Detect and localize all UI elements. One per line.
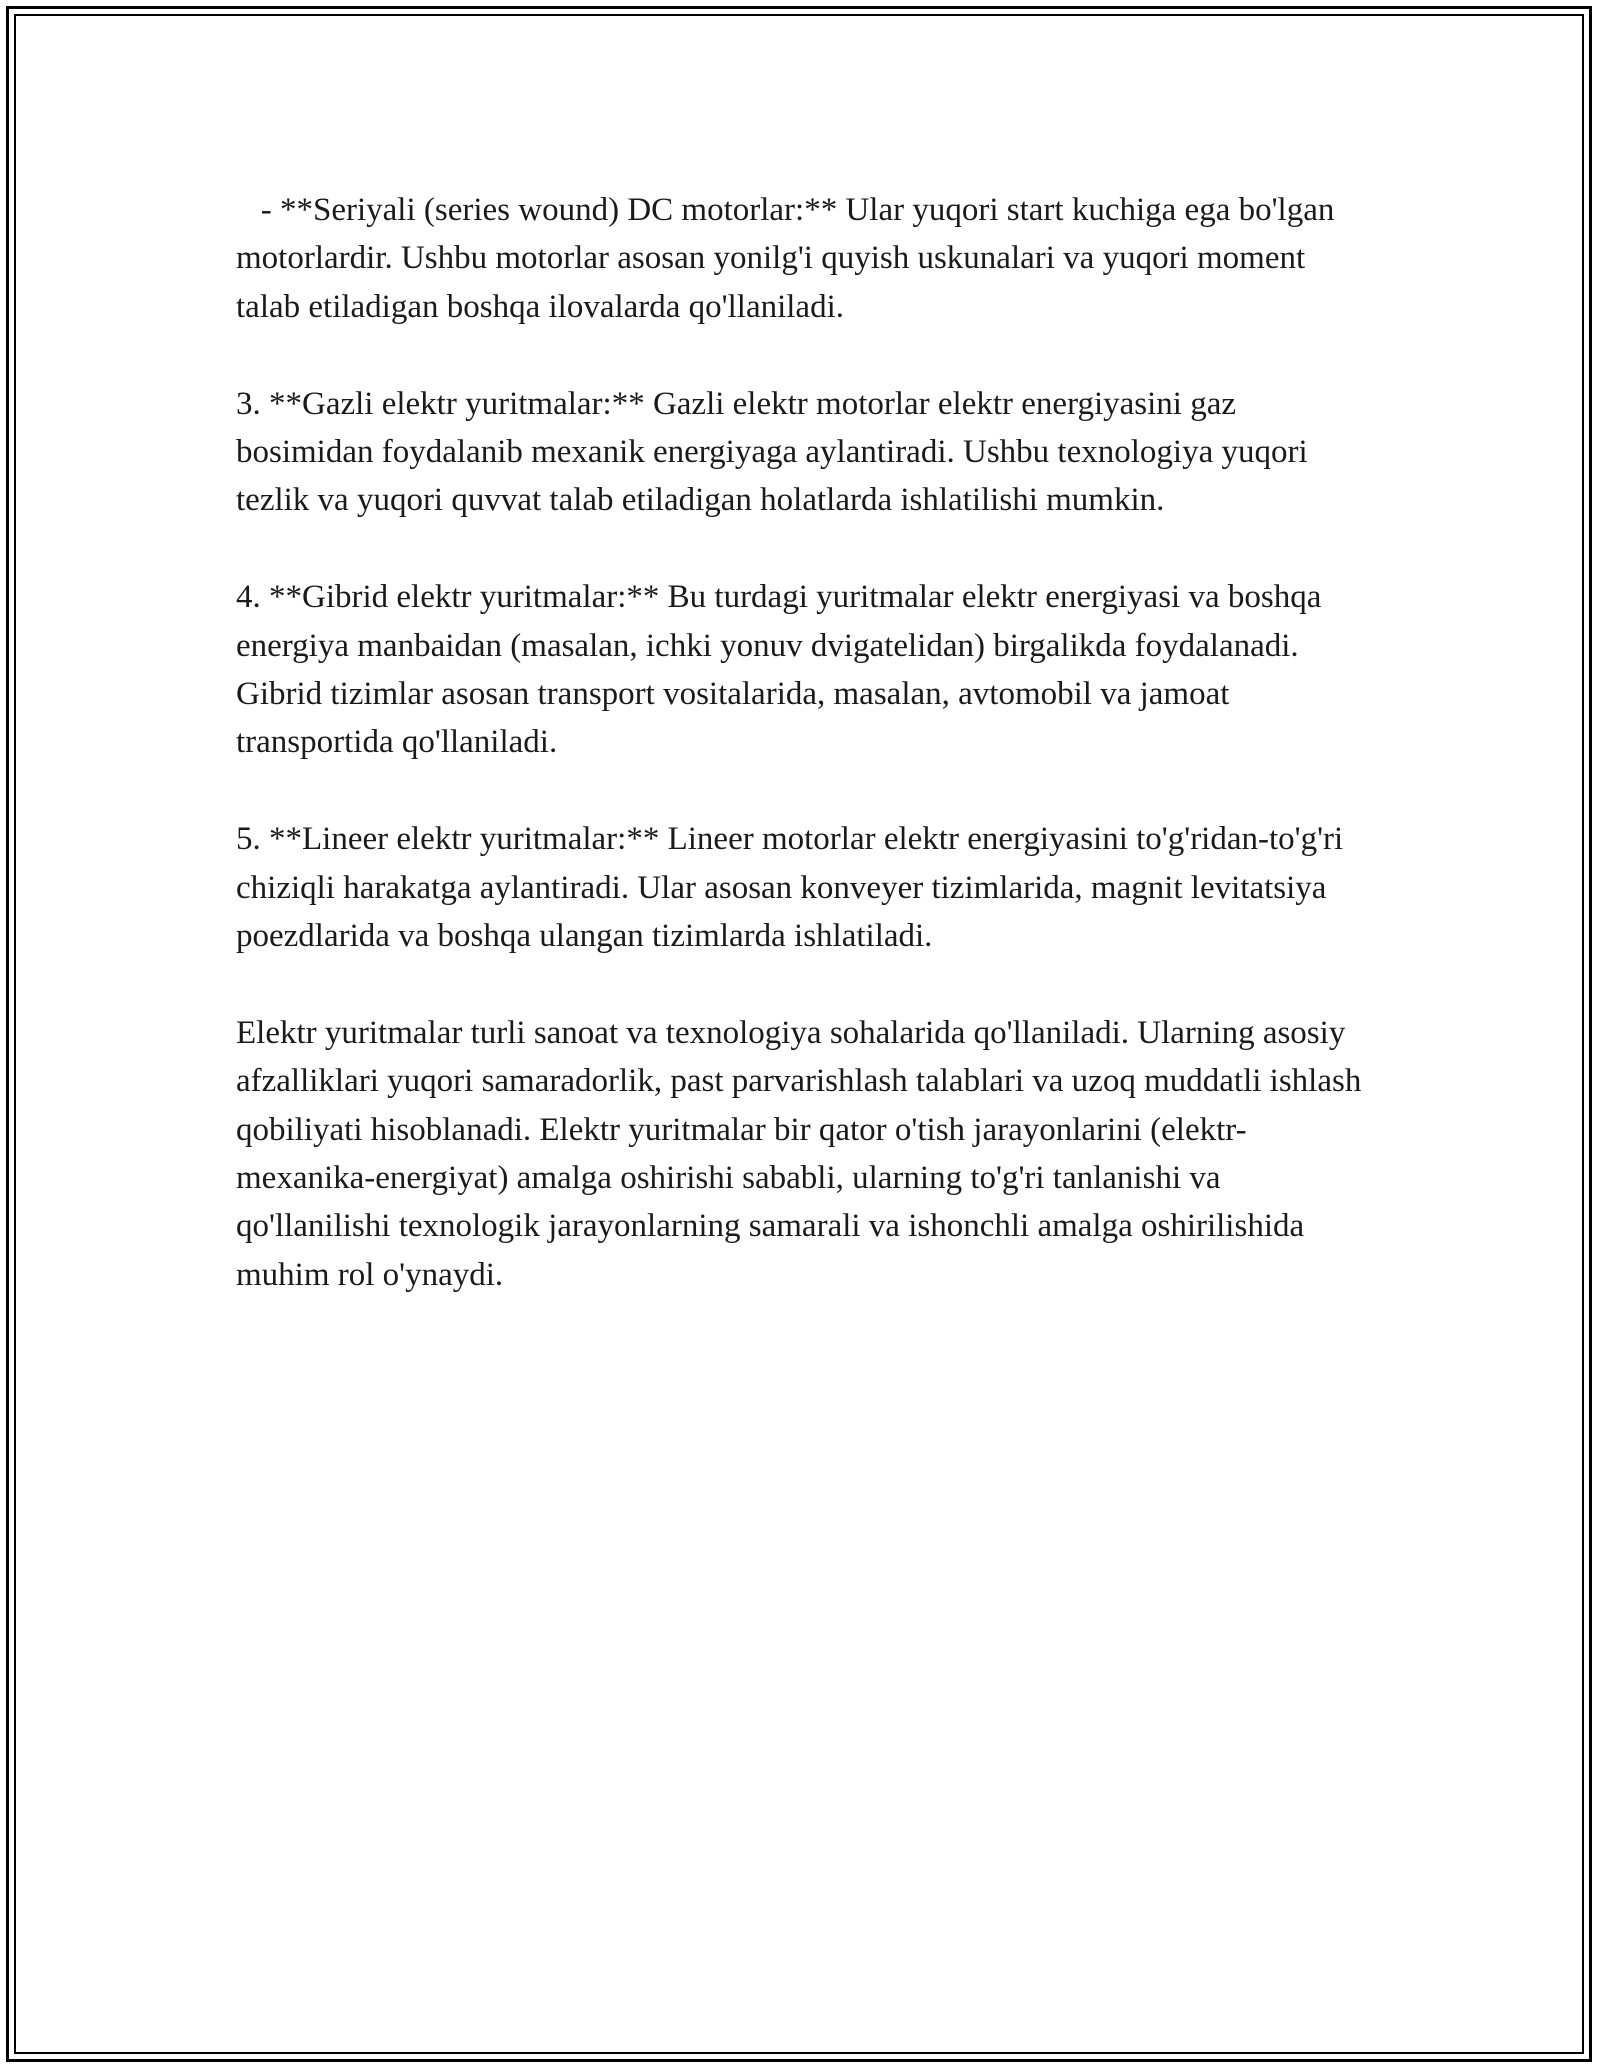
paragraph-hybrid-electric-drives: 4. **Gibrid elektr yuritmalar:** Bu turdagi yuritmalar elektr energiyasi va boshqa energiya manbaidan (masalan, ichki yonuv dvigatelidan) birgalikda foydalanadi. Gibrid tizimlar asosan transport vositalarida, masalan, avtomobil va jamoat transportida qo'llaniladi.	[236, 579, 1330, 761]
paragraph-conclusion: Elektr yuritmalar turli sanoat va texnologiya sohalarida qo'llaniladi. Ularning asosiy afzalliklari yuqori samaradorlik, past parvarishlash talablari va uzoq muddatli ishlash qobiliyati hisoblanadi. Elektr yuritmalar bir qator o'tish jarayonlarini (elektr-mexanika-energiyat) amalga oshirishi sababli, ularning to'g'ri tanlanishi va qo'llanilishi texnologik jarayonlarning samarali va ishonchli amalga oshirilishida muhim rol o'ynaydi.	[236, 1014, 1370, 1293]
paragraph-series-wound-dc-motors: - **Seriyali (series wound) DC motorlar:** Ular yuqori start kuchiga ega bo'lgan motorlardir. Ushbu motorlar asosan yonilg'i quyish uskunalari va yuqori moment talab etiladigan boshqa ilovalarda qo'llaniladi.	[236, 192, 1343, 325]
document-body	[236, 186, 1370, 1299]
paragraph-gas-electric-drives: 3. **Gazli elektr yuritmalar:** Gazli elektr motorlar elektr energiyasini gaz bosimidan foydalanib mexanik energiyaga aylantiradi. Ushbu texnologiya yuqori tezlik va yuqori quvvat talab etiladigan holatlarda ishlatilishi mumkin.	[236, 385, 1316, 519]
paragraph-linear-electric-drives: 5. **Lineer elektr yuritmalar:** Lineer motorlar elektr energiyasini to'g'ridan-to'g'ri chiziqli harakatga aylantiradi. Ular asosan konveyer tizimlarida, magnit levitatsiya poezdlarida va boshqa ulangan tizimlarda ishlatiladi.	[236, 821, 1352, 955]
